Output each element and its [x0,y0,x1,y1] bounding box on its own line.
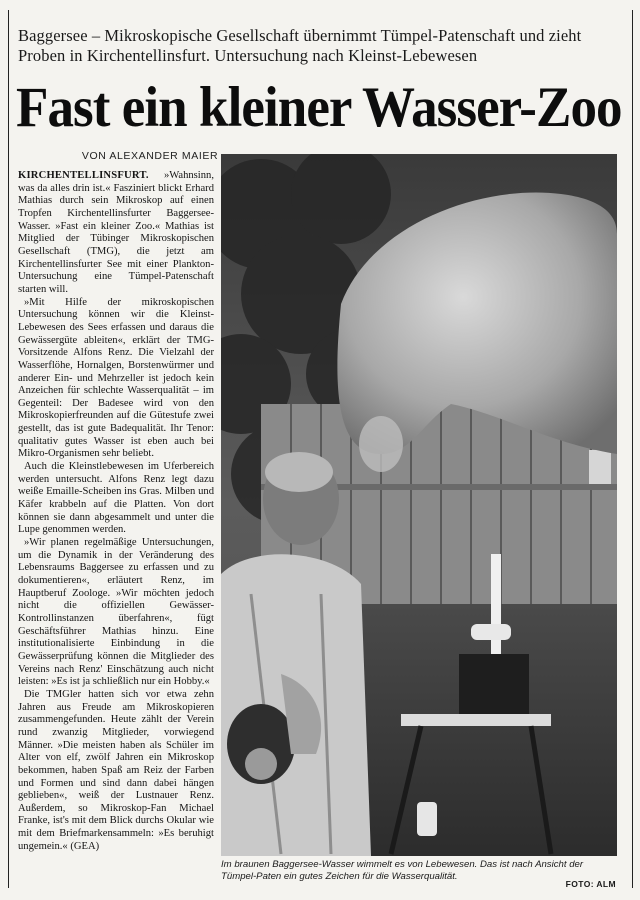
article-dateline: KIRCHENTELLINSFURT. [18,170,149,181]
right-margin-rule [632,10,633,888]
article-paragraph-5: Die TMGler hatten sich vor etwa zehn Jahren aus Freude am Mikroskopieren zusammengefunden. Heute zählt der Verein rund zwanzig Mitglieder, vorwiegend Männer. »Die meisten haben als Schüler im Alter von elf, zwölf Jahren ein Mikroskop bekommen, haben Spaß am Reiz der Farben und Formen und sind dann dabei hängen geblieben«, weiß der Lustnauer Renz. Außerdem, so Mikroskop-Fan Michael Franke, ist's mit dem Blick durchs Okular wie mit dem Briefmarkensammeln: »Es beruhigt ungemein.« (GEA) [18,688,214,852]
photo-credit: FOTO: ALM [565,879,616,889]
article-headline: Fast ein kleiner Wasser-Zoo [16,76,622,139]
article-kicker: Baggersee – Mikroskopische Gesellschaft übernimmt Tümpel-Patenschaft und zieht Proben in Kirchentellinsfurt. Untersuchung nach Kleinst-Lebewesen [18,26,582,65]
photo-caption: Im braunen Baggersee-Wasser wimmelt es von Lebewesen. Das ist nach Ansicht der Tümpel-Paten ein gutes Zeichen für die Wasserqualität. [221,859,584,882]
article-body-column [18,170,214,853]
article-paragraph-4: »Wir planen regelmäßige Untersuchungen, um die Dynamik in der Veränderung des Lebensraums Baggersee zu erfassen und zu dokumentieren«, erläutert Renz, im Hauptberuf Zoologe. »Wir möchten jedoch nicht die offiziellen Gewässer-Kontrollinstanzen überfahren«, fügt Geschäftsführer Mathias hinzu. Eine institutionalisierte Einbindung in die Gewässerprüfung können die Mitglieder des Vereins nach Renz' Einschätzung auch nicht leisten: »Es ist ja schließlich nur ein Hobby.« [18,537,214,688]
left-margin-rule [8,10,9,888]
article-byline: VON ALEXANDER MAIER [81,150,219,162]
article-photo [221,154,617,856]
fence-sign [589,450,611,484]
article-paragraph-1 [18,170,214,297]
photo-illustration [221,154,617,856]
water-drop [359,416,403,472]
paragraph-1-text: »Wahnsinn, was da alles drin ist.« Fasziniert blickt Erhard Mathias durch sein Mikroskop auf einen Tropfen Kirchentellinsfurter Baggersee-Wasser. »Fast ein kleiner Zoo.« Mathias ist Mitglied der Tübinger Mikroskopischen Gesellschaft (TMG), die jetzt am Kirchentellinsfurter See mit einer Plankton-Untersuchung eine Tümpel-Patenschaft starten will. [18,170,214,295]
article-paragraph-2: »Mit Hilfe der mikroskopischen Untersuchung können wir die Kleinst-Lebewesen des Sees erfassen und daraus die Gewässergüte ableiten«, erklärt der TMG-Vorsitzende Alfons Renz. Die Vielzahl der Wasserflöhe, Hornalgen, Borstenwürmer und anderer Ein- und Mehrzeller ist jedoch kein Anzeichen für schlechte Wasserqualität – im Gegenteil: Der Badesee wird von den Mikroskopierfreunden auf die Gütestufe zwei gestellt, das ist gute Badequalität. Ihr Tenor: qualitativ gutes Wasser ist eben auch bei Mikro-Organismen sehr beliebt. [18,296,214,460]
article-paragraph-3: Auch die Kleinstlebewesen im Uferbereich werden untersucht. Alfons Renz legt dazu weiße Emaille-Scheiben ins Gras. Milben und Käfer krabbeln auf die Platten. Von dort können sie dann abgesammelt und unter die Lupe genommen werden. [18,461,214,536]
